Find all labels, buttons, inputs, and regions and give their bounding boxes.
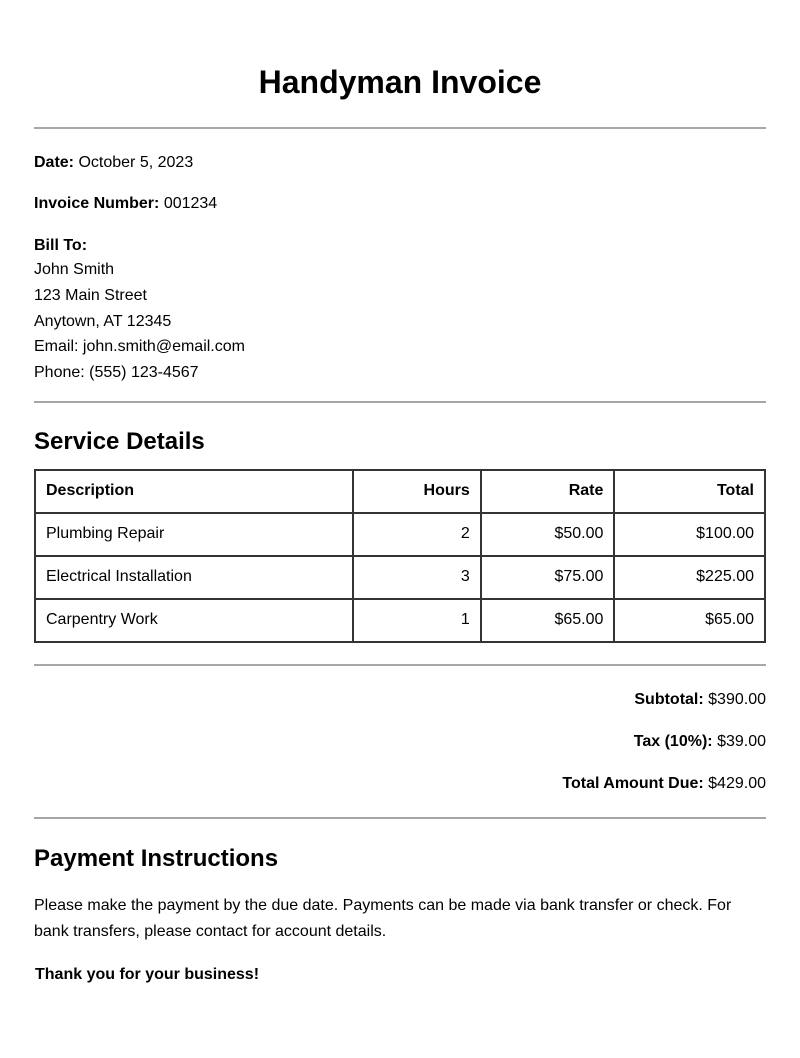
cell-rate: $50.00 bbox=[481, 513, 615, 556]
tax-value: $39.00 bbox=[717, 732, 766, 750]
column-header-hours: Hours bbox=[353, 470, 481, 513]
thank-you-note: Thank you for your business! bbox=[35, 965, 260, 983]
amount-due-value: $429.00 bbox=[708, 774, 766, 792]
subtotal-line bbox=[34, 690, 766, 710]
amount-due-label: Total Amount Due: bbox=[562, 774, 704, 792]
cell-total: $65.00 bbox=[614, 599, 765, 642]
date-label: Date: bbox=[34, 154, 75, 171]
cell-hours: 1 bbox=[353, 599, 481, 642]
subtotal-label: Subtotal: bbox=[634, 690, 704, 708]
cell-hours: 3 bbox=[353, 556, 481, 599]
customer-city: Anytown, AT 12345 bbox=[34, 312, 172, 330]
divider bbox=[34, 817, 766, 819]
cell-description: Plumbing Repair bbox=[35, 513, 353, 556]
column-header-description: Description bbox=[35, 470, 353, 513]
service-details-heading: Service Details bbox=[34, 427, 205, 455]
cell-description: Electrical Installation bbox=[35, 556, 353, 599]
cell-total: $100.00 bbox=[614, 513, 765, 556]
customer-street: 123 Main Street bbox=[34, 286, 147, 304]
column-header-rate: Rate bbox=[481, 470, 615, 513]
cell-hours: 2 bbox=[353, 513, 481, 556]
column-header-total: Total bbox=[614, 470, 765, 513]
table-header-row bbox=[35, 470, 765, 513]
cell-rate: $65.00 bbox=[481, 599, 615, 642]
payment-instructions-text: Please make the payment by the due date. Payments can be made via bank transfer or check. For bank transfers, please contact for account details. bbox=[34, 896, 732, 940]
customer-name: John Smith bbox=[34, 261, 115, 278]
invoice-date bbox=[34, 153, 766, 173]
table-row bbox=[35, 556, 765, 599]
invoice-number-label: Invoice Number: bbox=[34, 195, 160, 212]
customer-phone: Phone: (555) 123-4567 bbox=[34, 364, 199, 382]
customer-email: Email: john.smith@email.com bbox=[34, 338, 245, 356]
page-title: Handyman Invoice bbox=[258, 64, 542, 100]
amount-due-line bbox=[34, 774, 766, 794]
divider bbox=[34, 127, 766, 129]
invoice-number bbox=[34, 194, 766, 214]
bill-to-heading bbox=[34, 236, 766, 256]
bill-to-address bbox=[34, 257, 766, 386]
date-value: October 5, 2023 bbox=[78, 154, 194, 171]
totals-section bbox=[34, 690, 766, 794]
service-table bbox=[34, 469, 766, 643]
tax-line bbox=[34, 732, 766, 752]
table-row bbox=[35, 513, 765, 556]
invoice-page bbox=[34, 0, 766, 985]
invoice-number-value: 001234 bbox=[163, 195, 218, 212]
cell-description: Carpentry Work bbox=[35, 599, 353, 642]
cell-rate: $75.00 bbox=[481, 556, 615, 599]
subtotal-value: $390.00 bbox=[708, 690, 766, 708]
tax-label: Tax (10%): bbox=[633, 732, 713, 750]
cell-total: $225.00 bbox=[614, 556, 765, 599]
payment-instructions-heading: Payment Instructions bbox=[34, 844, 279, 872]
table-row bbox=[35, 599, 765, 642]
bill-to-label: Bill To: bbox=[34, 237, 88, 254]
divider bbox=[34, 401, 766, 403]
divider bbox=[34, 664, 766, 666]
